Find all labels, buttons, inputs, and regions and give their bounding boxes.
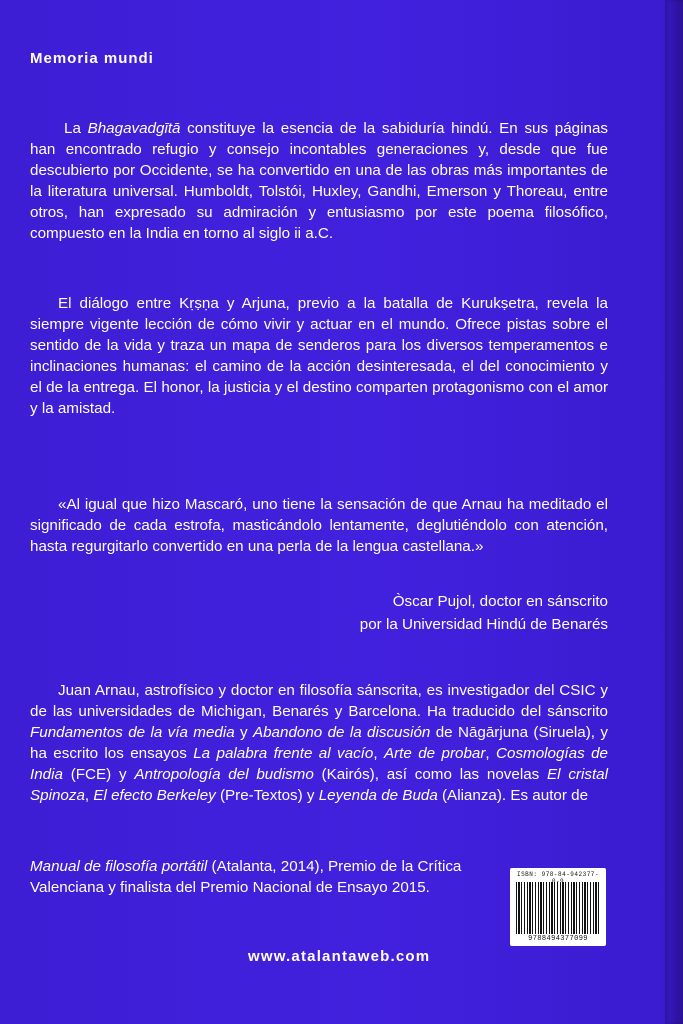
barcode-number: 9788494377099	[528, 935, 588, 943]
blurb-paragraph-2: El diálogo entre Kṛṣṇa y Arjuna, previo a la batalla de Kurukṣetra, revela la siempre vigente lección de cómo vivir y actuar en el mundo. Ofrece pistas sobre el sentido de la vida y traza un mapa de senderos para los diversos temperamentos e inclinaciones humanas: el camino de la acción desinteresada, el del conocimiento y el de la entrega. El honor, la justicia y el destino comparten protagonismo con el amor y la amistad.	[30, 295, 608, 417]
isbn-label: ISBN: 978-84-942377-	[516, 871, 599, 878]
attribution-line-2: por la Universidad Hindú de Benarés	[359, 616, 608, 633]
barcode	[510, 868, 606, 946]
attribution-line-1: Òscar Pujol, doctor en sánscrito	[392, 593, 608, 610]
quote-attribution	[360, 590, 608, 636]
blurb-paragraph-1: La Bhagavadgītā constituye la esencia de la sabiduría hindú. En sus páginas han encontrado refugio y consejo incontables generaciones y, desde que fue descubierto por Occidente, se ha convertido en una de las obras más importantes de la literatura universal. Humboldt, Tolstói, Huxley, Gandhi, Emerson y Thoreau, entre otros, han expresado su admiración y entusiasmo por este poema filosófico, compuesto en la India en torno al siglo ii a.C.	[30, 120, 608, 242]
spine-edge	[665, 0, 683, 1024]
barcode-bars	[516, 882, 600, 934]
publisher-website: www.atalantaweb.com	[248, 948, 431, 965]
author-bio: Juan Arnau, astrofísico y doctor en filosofía sánscrita, es investigador del CSIC y de las universidades de Michigan, Benarés y Barcelona. Ha traducido del sánscrito Fundamentos de la vía media y Abandono de la discusión de Nāgārjuna (Siruela), y ha escrito los ensayos La palabra frente al vacío, Arte de probar, Cosmologías de India (FCE) y Antropología del budismo (Kairós), así como las novelas El cristal Spinoza, El efecto Berkeley (Pre-Textos) y Leyenda de Buda (Alianza). Es autor de	[30, 682, 608, 804]
series-title: Memoria mundi	[30, 50, 154, 67]
author-bio-tail: Manual de filosofía portátil (Atalanta, 2014), Premio de la Crítica Valenciana y finalista del Premio Nacional de Ensayo 2015.	[30, 858, 462, 896]
review-quote: «Al igual que hizo Mascaró, uno tiene la sensación de que Arnau ha meditado el significado de cada estrofa, masticándolo lentamente, deglutiéndolo con atención, hasta regurgitarlo convertido en una perla de la lengua castellana.»	[30, 496, 608, 555]
